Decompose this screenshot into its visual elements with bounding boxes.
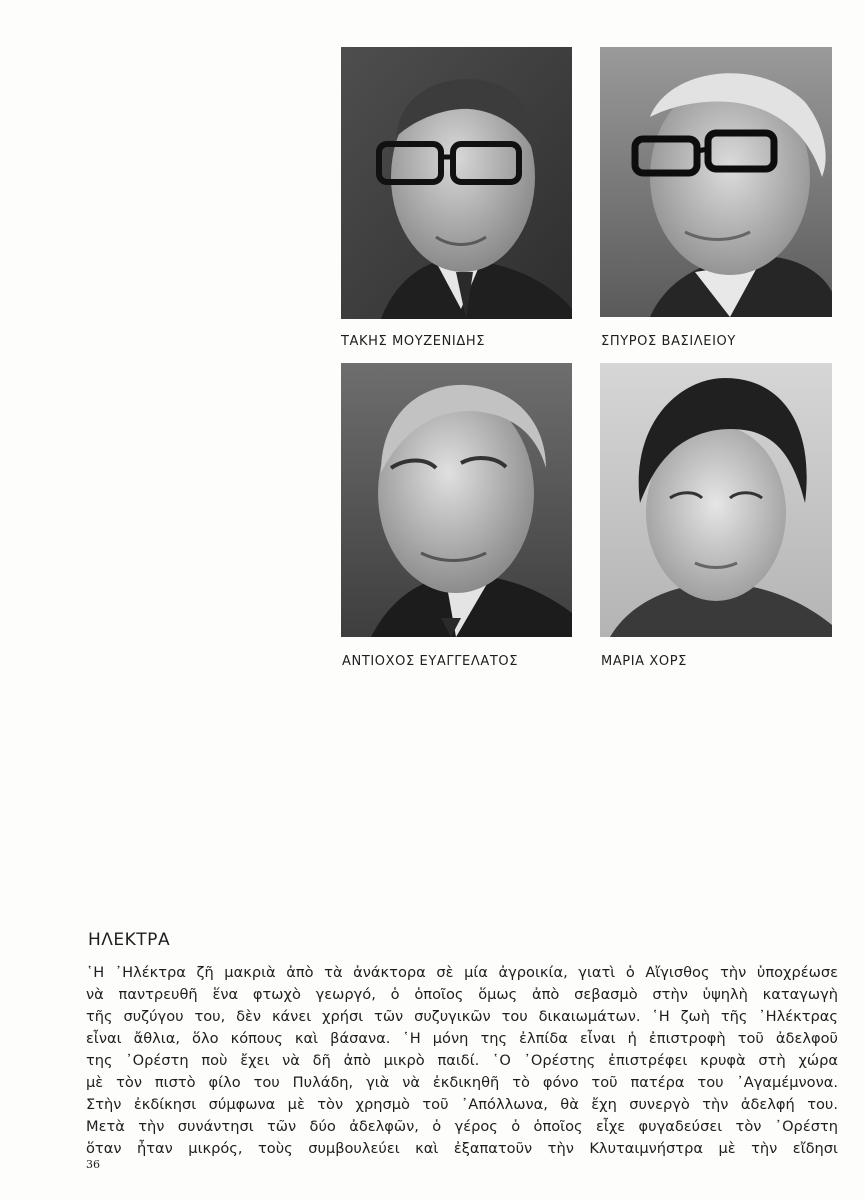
body-line: ὅταν ἦταν μικρός, τοὺς συμβουλεύει καὶ ἐξαπατοῦν τὴν Κλυταιμνήστρα μὲ τὴν εἴδησι: [86, 1140, 838, 1157]
portrait-photo-icon: [600, 47, 832, 317]
body-line: μὲ τὸν πιστὸ φίλο του Πυλάδη, γιὰ νὰ ἐκδικηθῆ τὸ φόνο τοῦ πατέρα του ᾿Αγαμέμνονα.: [86, 1074, 838, 1091]
portrait-caption-2: ΣΠΥΡΟΣ ΒΑΣΙΛΕΙΟΥ: [601, 334, 736, 349]
portrait-photo-2: [600, 47, 832, 317]
page-number: 36: [86, 1158, 100, 1171]
portrait-photo-4: [600, 363, 832, 637]
portrait-photo-icon: [341, 363, 572, 637]
body-line: ῾Η ᾿Ηλέκτρα ζῆ μακριὰ ἀπὸ τὰ ἀνάκτορα σὲ μία ἀγροικία, γιατὶ ὁ Αἴγισθος τὴν ὑποχρέωσε: [86, 964, 838, 981]
body-line: νὰ παντρευθῆ ἕνα φτωχὸ γεωργό, ὁ ὁποῖος ὅμως ἀπὸ σεβασμὸ στὴν ὑψηλὴ καταγωγὴ: [86, 986, 838, 1003]
portrait-caption-3: ΑΝΤΙΟΧΟΣ ΕΥΑΓΓΕΛΑΤΟΣ: [342, 654, 519, 669]
body-line: τῆς συζύγου του, δὲν κάνει χρήσι τῶν συζυγικῶν του δικαιωμάτων. ῾Η ζωὴ τῆς ᾿Ηλέκτρας: [86, 1008, 838, 1025]
body-line: Μετὰ τὴν συνάντησι τῶν δύο ἀδελφῶν, ὁ γέρος ὁ ὁποῖος εἶχε φυγαδεύσει τὸν ᾿Ορέστη: [86, 1118, 838, 1135]
portrait-photo-1: [341, 47, 572, 319]
portrait-caption-4: ΜΑΡΙΑ ΧΟΡΣ: [601, 654, 687, 669]
body-line: της ᾿Ορέστη ποὺ ἔχει νὰ δῆ ἀπὸ μικρὸ παιδί. ῾Ο ᾿Ορέστης ἐπιστρέφει κρυφὰ στὴ χώρα: [86, 1052, 838, 1069]
body-line: Στὴν ἐκδίκησι σύμφωνα μὲ τὸν χρησμὸ τοῦ ᾿Απόλλωνα, θὰ ἔχη συνεργὸ τὴν ἀδελφή του.: [86, 1096, 838, 1113]
portrait-photo-3: [341, 363, 572, 637]
portrait-caption-1: ΤΑΚΗΣ ΜΟΥΖΕΝΙΔΗΣ: [341, 334, 486, 349]
body-line: εἶναι ἄθλια, ὅλο κόπους καὶ βάσανα. ῾Η μόνη της ἐλπίδα εἶναι ἡ ἐπιστροφὴ τοῦ ἀδελφοῦ: [86, 1030, 838, 1047]
portrait-photo-icon: [341, 47, 572, 319]
body-paragraph: [86, 962, 838, 1160]
portrait-photo-icon: [600, 363, 832, 637]
section-title: ΗΛΕΚΤΡΑ: [88, 930, 171, 950]
